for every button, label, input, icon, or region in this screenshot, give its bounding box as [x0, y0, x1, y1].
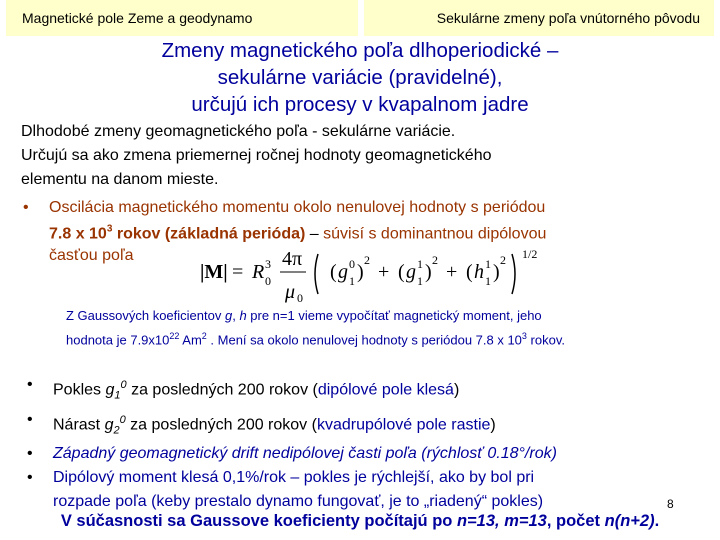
b1-text-b: za posledných 200 rokov (	[126, 381, 318, 399]
b2-text-b: za posledných 200 rokov (	[125, 415, 317, 433]
b1-blue: dipólové pole klesá	[317, 381, 454, 399]
note-sup-1: 22	[169, 331, 180, 341]
note-sup-3: 3	[521, 331, 527, 341]
formula-paren3: (	[466, 261, 473, 283]
formula-sq3: 2	[500, 253, 506, 267]
b3-text: Západný geomagnetický drift nedipólovej časti poľa (rýchlosť 0.18°/rok)	[53, 445, 557, 463]
note-text-a: Z Gaussových koeficientov	[66, 308, 225, 323]
bullet-list	[27, 373, 707, 514]
title-line-1: Zmeny magnetického poľa dlhoperiodické –	[161, 39, 559, 62]
gauss-note	[66, 306, 686, 350]
note-h: h	[239, 308, 247, 323]
formula-den-sub: 0	[297, 291, 303, 305]
bullet-icon: •	[27, 376, 33, 393]
formula-r-sup: 3	[265, 257, 271, 271]
formula-r-sub: 0	[265, 274, 271, 288]
bullet-icon: •	[27, 469, 33, 487]
formula-sq2: 2	[432, 253, 438, 267]
note-text-b: ,	[232, 308, 240, 323]
header-left: Magnetické pole Zeme a geodynamo	[6, 0, 358, 36]
bullet-icon: •	[27, 410, 33, 428]
bottom-text-a: V súčasnosti sa Gaussove koeficienty počítajú po	[60, 512, 457, 530]
b2-sup: 0	[119, 413, 126, 426]
formula-den: μ	[285, 281, 296, 303]
bottom-text-b: , počet	[546, 512, 605, 530]
bottom-nn: n(n+2)	[604, 512, 655, 530]
formula-g1: g	[338, 261, 348, 283]
note-text-c: pre n=1 vieme vypočítať magnetický moment, jeho	[246, 308, 542, 323]
formula-g2: g	[406, 261, 416, 283]
b4-text-2: rozpade poľa (keby prestalo dynamo fungovať, je to „riadený“ pokles)	[53, 493, 544, 511]
formula-lhs: |M|	[200, 261, 228, 283]
list-item	[27, 408, 707, 443]
b2-sub: 2	[113, 424, 120, 437]
formula-g1-sup: 0	[349, 257, 355, 271]
formula-r: R	[252, 261, 265, 283]
bottom-statement	[0, 512, 720, 531]
b2-text-c: )	[490, 415, 496, 433]
title-line-2: sekulárne variácie (pravidelné),	[217, 66, 503, 89]
b2-text-a: Nárast	[53, 415, 105, 433]
formula-paren2: (	[398, 261, 405, 283]
b1-g: g	[105, 381, 115, 399]
osc-text-3: časťou poľa	[49, 247, 134, 265]
osc-bold-b: rokov (základná perióda)	[112, 225, 306, 243]
bullet-icon: •	[23, 199, 29, 216]
b1-text-a: Pokles	[53, 381, 106, 399]
b1-text-c: )	[453, 381, 460, 399]
formula-plus1: +	[378, 261, 390, 283]
formula-plus2: +	[446, 261, 458, 283]
formula-eq: =	[232, 261, 244, 283]
bullet-icon: •	[27, 445, 33, 463]
note-text-g: rokov.	[526, 332, 565, 348]
formula-big-paren-right	[512, 254, 515, 294]
formula-paren2-close: )	[425, 261, 432, 283]
note-text-e: Am	[179, 332, 202, 348]
formula-big-paren-left	[315, 254, 318, 294]
formula-h-sub: 1	[485, 274, 491, 288]
header-right: Sekulárne zmeny poľa vnútorného pôvodu	[364, 0, 714, 36]
intro-line-2: Určujú sa ako zmena priemernej ročnej hodnoty geomagnetického	[21, 147, 492, 164]
osc-dash: –	[305, 225, 324, 243]
intro-line-3: elementu na danom mieste.	[21, 171, 219, 188]
note-text-f: . Mení sa okolo nenulovej hodnoty s periódou 7.8 x 10	[206, 332, 522, 348]
note-text-d: hodnota je 7.9x10	[66, 332, 170, 348]
osc-text-2: súvisí s dominantnou dipólovou	[323, 225, 547, 243]
b1-sub: 1	[114, 389, 121, 402]
bottom-n13: n=13, m=13	[456, 512, 547, 530]
page-number: 8	[667, 497, 674, 511]
formula-paren1-close: )	[357, 261, 364, 283]
intro-line-1: Dlhodobé zmeny geomagnetického poľa - sekulárne variácie.	[21, 123, 456, 140]
formula-g1-sub: 1	[349, 274, 355, 288]
note-sup-2: 2	[201, 331, 207, 341]
list-item	[27, 373, 707, 408]
note-g: g	[224, 308, 233, 323]
formula-g2-sup: 1	[417, 257, 423, 271]
b4-text-1: Dipólový moment klesá 0,1%/rok – pokles je rýchlejší, ako by bol pri	[53, 469, 535, 487]
list-item	[27, 442, 707, 466]
slide-title	[0, 37, 720, 118]
formula-sq1: 2	[364, 253, 370, 267]
formula-paren3-close: )	[493, 261, 500, 283]
formula-exp: 1/2	[522, 247, 538, 261]
formula-num: 4π	[282, 248, 303, 270]
title-line-3: určujú ich procesy v kvapalnom jadre	[191, 93, 529, 116]
magnetic-moment-formula	[190, 240, 570, 306]
osc-bold-a: 7.8 x 10	[49, 225, 107, 243]
b2-blue: kvadrupólové pole rastie	[316, 415, 491, 433]
intro-text	[21, 120, 711, 192]
formula-h: h	[474, 261, 484, 283]
osc-text-1: Oscilácia magnetického momentu okolo nenulovej hodnoty s periódou	[49, 199, 546, 216]
bottom-text-c: .	[654, 512, 660, 530]
formula-paren1: (	[330, 261, 337, 283]
list-item	[27, 466, 707, 514]
b1-sup: 0	[120, 379, 127, 391]
formula-g2-sub: 1	[417, 274, 423, 288]
osc-bold-sup: 3	[106, 224, 113, 235]
formula-h-sup: 1	[485, 257, 491, 271]
b2-g: g	[104, 415, 114, 433]
